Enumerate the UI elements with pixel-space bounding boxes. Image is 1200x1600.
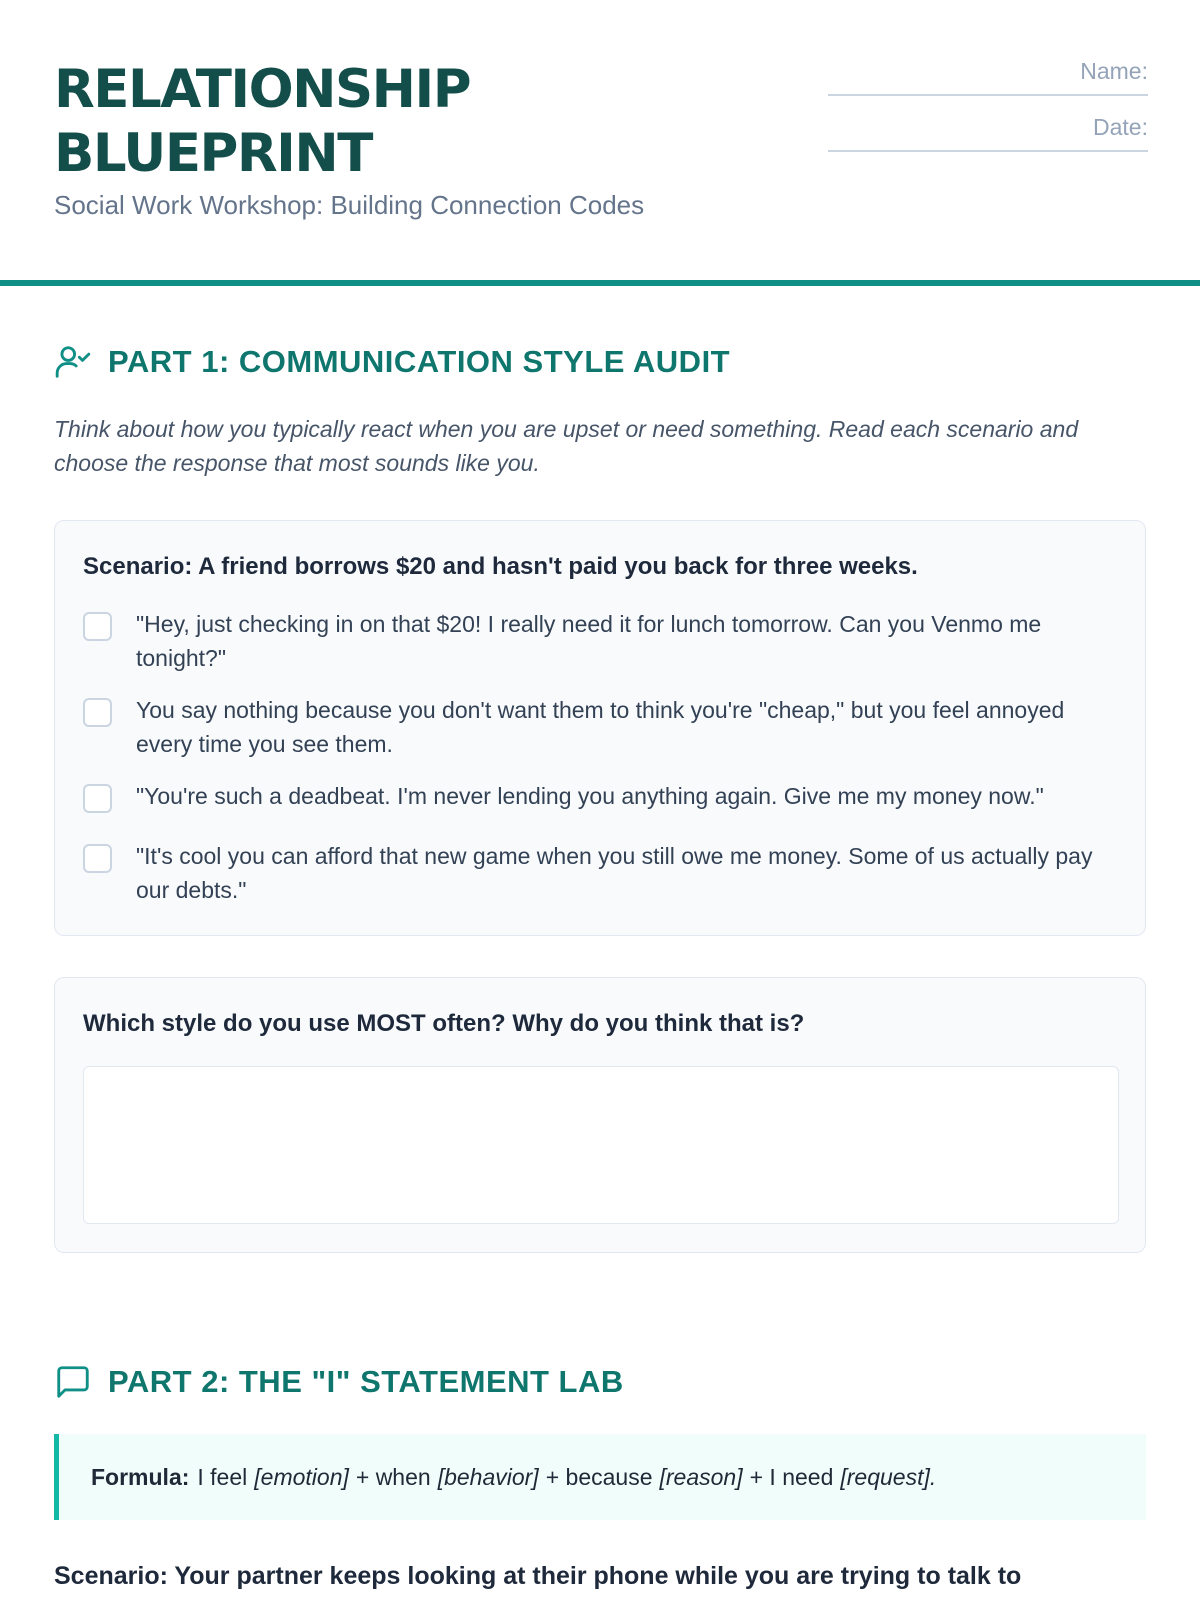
formula-variable: [behavior] (437, 1463, 539, 1490)
response-text: "It's cool you can afford that new game when you still owe me money. Some of us actually pay our debts." (136, 843, 1093, 903)
page-title (54, 58, 470, 186)
name-label: Name: (1080, 58, 1148, 84)
formula-text: + because (545, 1463, 653, 1490)
formula-text: + when (355, 1463, 431, 1490)
formula-variable: [request]. (840, 1463, 937, 1490)
worksheet-header (0, 0, 1200, 282)
reflection-question: Which style do you use MOST often? Why do you think that is? (83, 1010, 805, 1037)
part1-title: PART 1: COMMUNICATION STYLE AUDIT (108, 344, 731, 379)
response-checkbox[interactable] (83, 784, 112, 813)
title-line-1: RELATIONSHIP (54, 59, 471, 120)
response-text: "You're such a deadbeat. I'm never lending you anything again. Give me my money now." (136, 783, 1044, 809)
formula-variable: [reason] (659, 1463, 743, 1490)
part1-heading (54, 342, 730, 382)
formula-variable: [emotion] (254, 1463, 349, 1490)
response-option[interactable] (83, 839, 1123, 907)
student-info-fields (828, 54, 1148, 166)
user-check-icon (54, 342, 94, 382)
part2-scenario: Scenario: Your partner keeps looking at their phone while you are trying to talk to (54, 1562, 1022, 1590)
response-checkbox[interactable] (83, 698, 112, 727)
reflection-card (54, 977, 1146, 1253)
response-text: "Hey, just checking in on that $20! I really need it for lunch tomorrow. Can you Venmo me tonight?" (136, 611, 1042, 671)
formula-text: + I need (749, 1463, 834, 1490)
header-divider (0, 280, 1200, 286)
message-square-icon (54, 1362, 94, 1402)
date-field[interactable] (828, 110, 1148, 152)
title-line-2: BLUEPRINT (54, 123, 372, 184)
formula-text: I feel (197, 1463, 248, 1490)
formula-callout (54, 1434, 1146, 1520)
date-label: Date: (1093, 114, 1148, 140)
scenario-question: Scenario: A friend borrows $20 and hasn't paid you back for three weeks. (83, 553, 918, 580)
response-option[interactable] (83, 779, 1123, 813)
response-checkbox[interactable] (83, 612, 112, 641)
part2-title: PART 2: THE "I" STATEMENT LAB (108, 1364, 624, 1399)
response-checkbox[interactable] (83, 844, 112, 873)
part2-heading (54, 1362, 624, 1402)
response-text: You say nothing because you don't want them to think you're "cheap," but you feel annoyed every time you see them. (136, 697, 1065, 757)
reflection-answer-box[interactable] (83, 1066, 1119, 1224)
page-subtitle: Social Work Workshop: Building Connection Codes (54, 190, 645, 220)
response-option[interactable] (83, 693, 1123, 761)
name-field[interactable] (828, 54, 1148, 96)
scenario-card (54, 520, 1146, 936)
response-option[interactable] (83, 607, 1123, 675)
part1-instructions: Think about how you typically react when you are upset or need something. Read each scenario and choose the response that most sounds like you. (54, 416, 1079, 476)
formula-label: Formula: (91, 1463, 190, 1490)
